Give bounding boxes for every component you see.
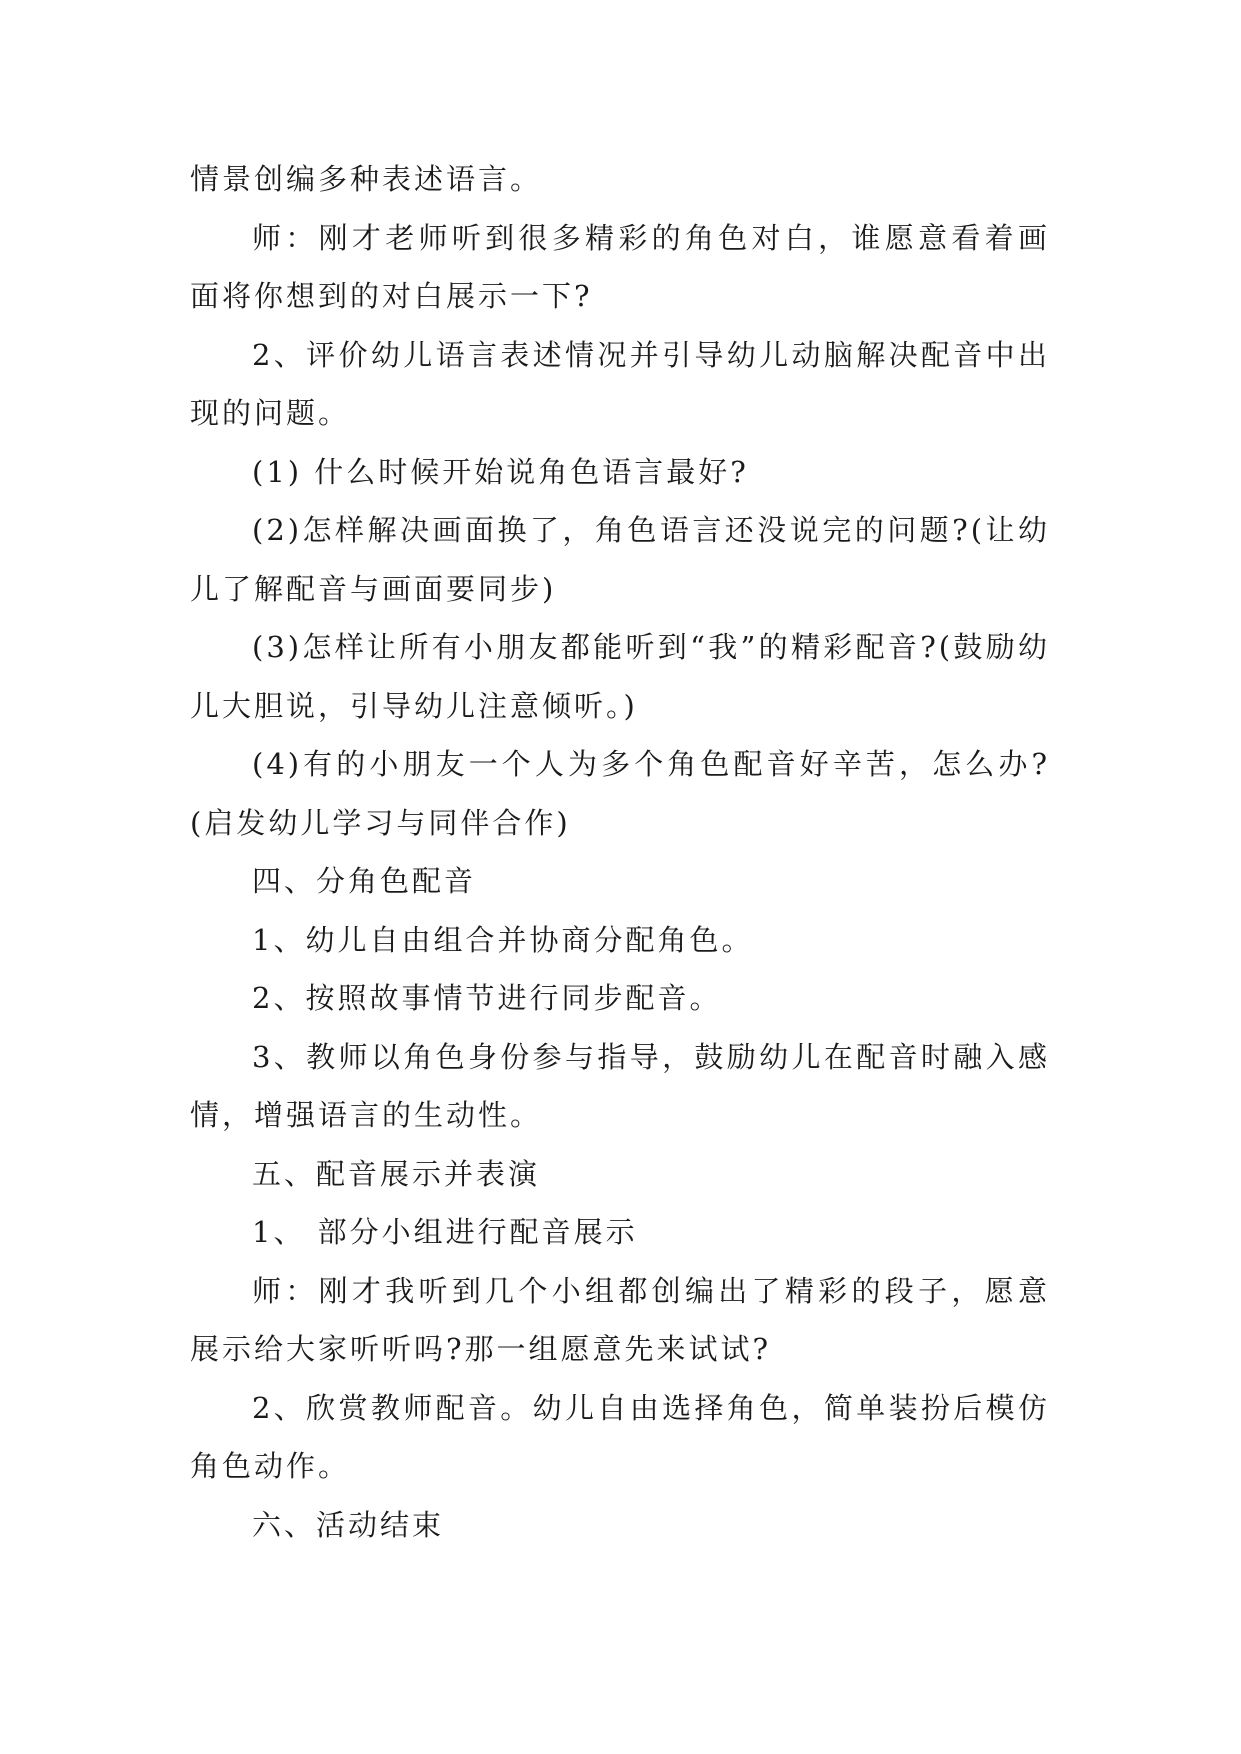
paragraph-question-4: (4)有的小朋友一个人为多个角色配音好辛苦，怎么办?(启发幼儿学习与同伴合作): [190, 747, 1050, 840]
paragraph-teacher-prompt-2: 师：刚才我听到几个小组都创编出了精彩的段子，愿意展示给大家听听吗?那一组愿意先来试试?: [190, 1273, 1050, 1366]
paragraph-teacher-prompt: 师：刚才老师听到很多精彩的角色对白，谁愿意看着画面将你想到的对白展示一下?: [190, 220, 1050, 313]
paragraph-question-2: (2)怎样解决画面换了，角色语言还没说完的问题?(让幼儿了解配音与画面要同步): [190, 513, 1050, 606]
paragraph-step-2: 2、评价幼儿语言表述情况并引导幼儿动脑解决配音中出现的问题。: [190, 337, 1050, 430]
section-heading-5: 五、配音展示并表演: [252, 1156, 541, 1191]
paragraph-section4-item-2: 2、按照故事情节进行同步配音。: [252, 981, 722, 1015]
section-heading-4: 四、分角色配音: [252, 864, 477, 898]
paragraph-question-1: (1) 什么时候开始说角色语言最好?: [252, 454, 749, 489]
paragraph-question-3: (3)怎样让所有小朋友都能听到“我”的精彩配音?(鼓励幼儿大胆说，引导幼儿注意倾听。): [190, 630, 1050, 723]
paragraph-section4-item-3: 3、教师以角色身份参与指导，鼓励幼儿在配音时融入感情，增强语言的生动性。: [190, 1039, 1050, 1132]
document-body: [190, 150, 1050, 1554]
paragraph-section5-item-2: 2、欣赏教师配音。幼儿自由选择角色，简单装扮后模仿角色动作。: [190, 1390, 1050, 1483]
section-heading-6: 六、活动结束: [252, 1507, 445, 1542]
paragraph-section5-item-1: 1、 部分小组进行配音展示: [252, 1215, 638, 1249]
paragraph-section4-item-1: 1、幼儿自由组合并协商分配角色。: [252, 922, 754, 957]
paragraph-continuation: 情景创编多种表述语言。: [190, 162, 543, 196]
